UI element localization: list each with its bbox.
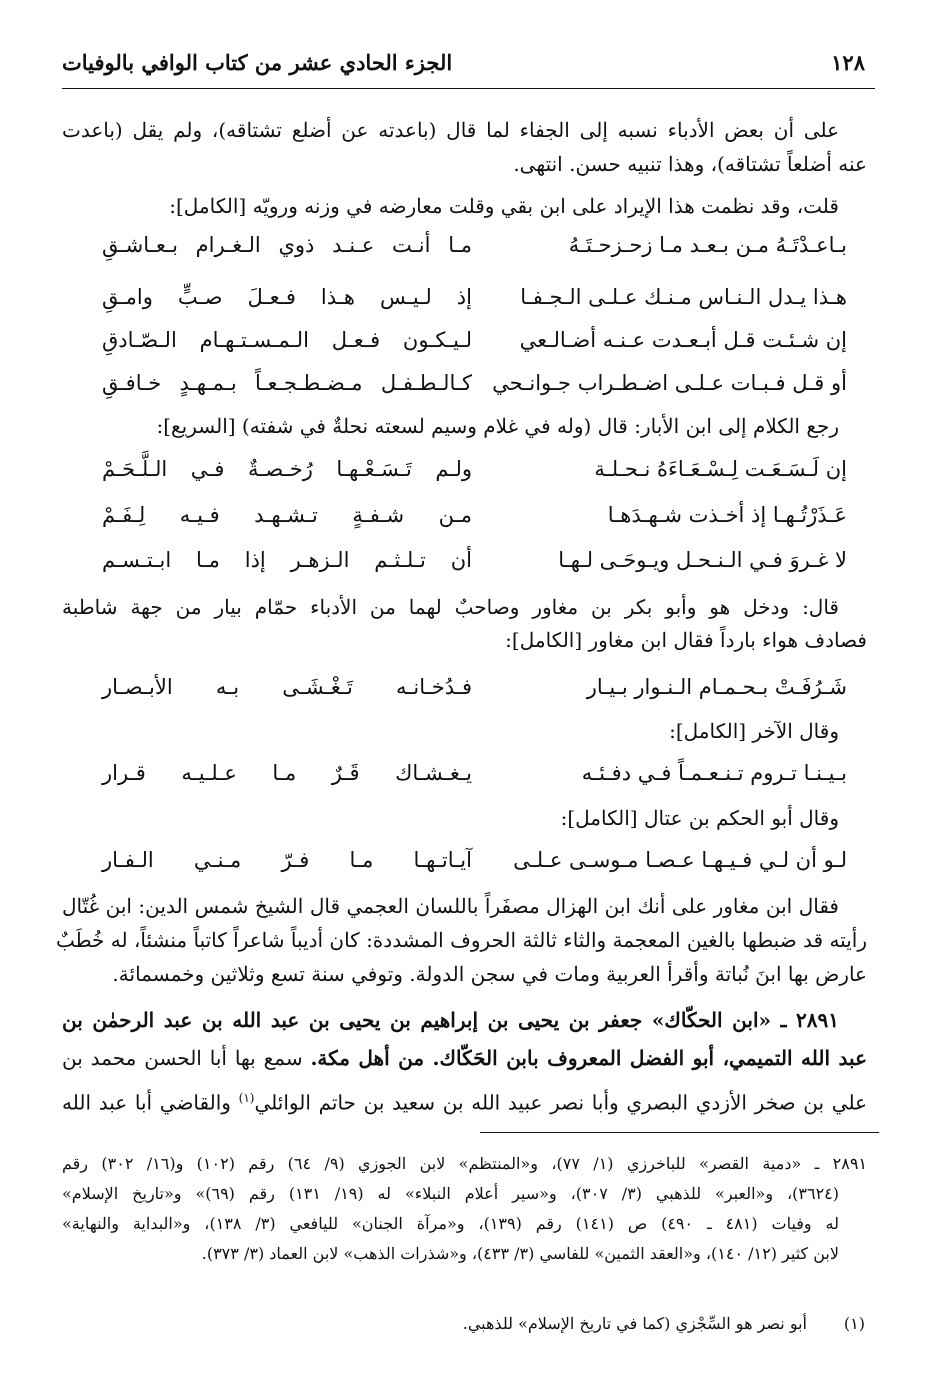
verse — [102, 756, 847, 790]
paragraph-line: فقال ابن مغاور على أنك ابن الهزال مصفَراً باللسان العجمي قال الشيخ شمس الدين: ابن غُتّال — [62, 894, 839, 918]
hemistich-first: بـيـنـا تـروم تـنـعـمـاً فـي دفـئـه — [581, 761, 847, 785]
paragraph-line: رأيته قد ضبطها بالغين المعجمة والثاء ثالثة الحروف المشددة: كان أديباً شاعراً كاتباً منشئاً، له خُطَبٌ — [56, 928, 867, 952]
hemistich-first: لـو أن لـي فـيـهـا عـصـا مـوسـى عـلـى — [513, 848, 847, 872]
verse — [102, 323, 847, 357]
hemistich-second: كـالـطـفـل مـضـطـجـعـاً بـمـهـدٍ خـافـقِ — [102, 371, 472, 395]
page-number: ١٢٨ — [831, 50, 865, 75]
hemistich-second: مـن شـفـةٍ تـشـهـد فـيـه لِـفَـمْ — [102, 503, 472, 527]
hemistich-first: بـاعـدْتَـهُ مـن بـعـد مـا زحـزحـتَـهُ — [568, 233, 847, 257]
entry-line — [62, 1042, 867, 1074]
hemistich-first: إن لَـسَـعَـت لِـسْـعَـاءَهُ نـحـلـة — [594, 457, 847, 481]
hemistich-first: هـذا يـدل الـنـاس مـنـك عـلـى الـجـفـا — [520, 285, 847, 309]
hemistich-first: عَـذَرْتُـهـا إذ أخـذت شـهـدَهـا — [607, 503, 847, 527]
hemistich-first: لا غـروَ فـي الـنـحـل ويـوحَـى لـهـا — [558, 548, 847, 572]
hemistich-second: ولـم تَـسَـعْـهـا رُخـصـةٌ فـي الـلَّـحَـمْ — [102, 457, 472, 481]
verse — [102, 670, 847, 704]
hemistich-second: آيـاتـهـا مـا فـرّ مـنـي الـفـار — [102, 848, 472, 872]
entry-line — [62, 1082, 867, 1119]
hemistich-second: إذ لـيـس هـذا فـعـلَ صـبٍّ وامـقِ — [102, 285, 472, 309]
hemistich-second: مـا أنـت عـنـد ذوي الـغـرام بـعـاشـقِ — [102, 233, 472, 257]
hemistich-first: شَـرُفَـتْ بـحـمـام الـنـوار بـيـار — [586, 675, 847, 699]
entry-text: والقاضي أبا عبد الله — [62, 1090, 231, 1115]
paragraph-line: وقال أبو الحكم بن عتال [الكامل]: — [560, 806, 839, 830]
paragraph-line: قال: ودخل هو وأبو بكر بن مغاور وصاحبٌ لهما من الأدباء حمّام بيار من جهة شاطبة — [62, 595, 839, 619]
entry-text: علي بن صخر الأزدي البصري وأبا نصر عبيد الله بن سعيد بن حاتم الوائلي — [254, 1090, 867, 1115]
hemistich-second: لـيـكـون فـعـل الـمـسـتـهـام الـصّـادقِ — [102, 328, 472, 352]
footnote-line: أبو نصر هو السِّجْزي (كما في تاريخ الإسلام» للذهبي. — [462, 1314, 807, 1333]
running-header — [62, 50, 875, 84]
paragraph-line: عارض بها ابنَ نُباتة وأقرأ العربية ومات في سجن الدولة. وتوفي سنة تسع وثلاثين وخمسمائة. — [112, 962, 867, 986]
footnote-line: لابن كثير (١٢/ ١٤٠)، و«العقد الثمين» للفاسي (٣/ ٤٣٣)، و«شذرات الذهب» لابن العماد (٣/ ٣٧٣). — [201, 1244, 839, 1263]
hemistich-first: إن شـئـت قـل أبـعـدت عـنـه أضـالـعي — [519, 328, 847, 352]
verse — [102, 498, 847, 532]
paragraph-line: فصادف هواء بارداً فقال ابن مغاور [الكامل]: — [505, 628, 867, 652]
hemistich-second: يـغـشـاك قَـرٌ مـا عـلـيـه قـرار — [102, 761, 472, 785]
hemistich-second: فـدُخـانـه تَـغْـشَـى بـه الأبـصـار — [102, 675, 472, 699]
verse — [102, 228, 847, 262]
paragraph-line: رجع الكلام إلى ابن الأبار: قال (وله في غلام وسيم لسعته نحلةٌ في شفته) [السريع]: — [156, 414, 839, 438]
entry-text: سمع بها أبا الحسن محمد بن — [62, 1046, 303, 1070]
footnote-rule — [480, 1132, 879, 1133]
paragraph-line: عنه أضلعاً تشتاقه)، وهذا تنبيه حسن. انتهى. — [513, 152, 867, 176]
verse — [102, 843, 847, 877]
footnote-line: له وفيات (٤٨١ ـ ٤٩٠) ص (١٤١) رقم (١٣٩)، و«مرآة الجنان» لليافعي (٣/ ١٣٨)، و«البداية والنهاية» — [62, 1214, 839, 1233]
entry-heading: ٢٨٩١ ـ «ابن الحكّاك» جعفر بن يحيى بن إبراهيم بن يحيى بن عبد الله بن عبد الرحمٰن بن — [62, 1008, 839, 1032]
verse — [102, 452, 847, 486]
footnote-marker: (١) — [843, 1314, 865, 1333]
hemistich-second: أن تـلـثـم الـزهـر إذا مـا ابـتـسـم — [102, 548, 472, 572]
verse — [102, 543, 847, 577]
paragraph-line: على أن بعض الأدباء نسبه إلى الجفاء لما قال (باعدته عن أضلع تشتاقه)، ولم يقل (باعدت — [62, 118, 839, 142]
verse — [102, 366, 847, 400]
footnote-line: ٢٨٩١ ـ «دمية القصر» للباخرزي (١/ ٧٧)، و«المنتظم» لابن الجوزي (٩/ ٦٤) رقم (١٠٢) و(١٦/ ٣٠٢) رقم — [62, 1154, 867, 1173]
verse — [102, 280, 847, 314]
hemistich-first: أو قـل فـبـات عـلـى اضـطـراب جـوانـحي — [492, 371, 847, 395]
entry-name-bold: عبد الله التميمي، أبو الفضل المعروف بابن الحَكّاك. من أهل مكة. — [310, 1046, 868, 1070]
footnote-ref: (١) — [238, 1091, 255, 1105]
header-rule — [62, 88, 875, 89]
paragraph-line: وقال الآخر [الكامل]: — [669, 719, 839, 743]
header-title: الجزء الحادي عشر من كتاب الوافي بالوفيات — [62, 50, 453, 75]
footnote-line: (٣٦٢٤)، و«العبر» للذهبي (٣/ ٣٠٧)، و«سير أعلام النبلاء» له (١٩/ ١٣١) رقم (٦٩)» و«تاريخ الإسلام» — [62, 1184, 840, 1203]
paragraph-line: قلت، وقد نظمت هذا الإيراد على ابن بقي وقلت معارضه في وزنه ورويّه [الكامل]: — [169, 194, 839, 218]
